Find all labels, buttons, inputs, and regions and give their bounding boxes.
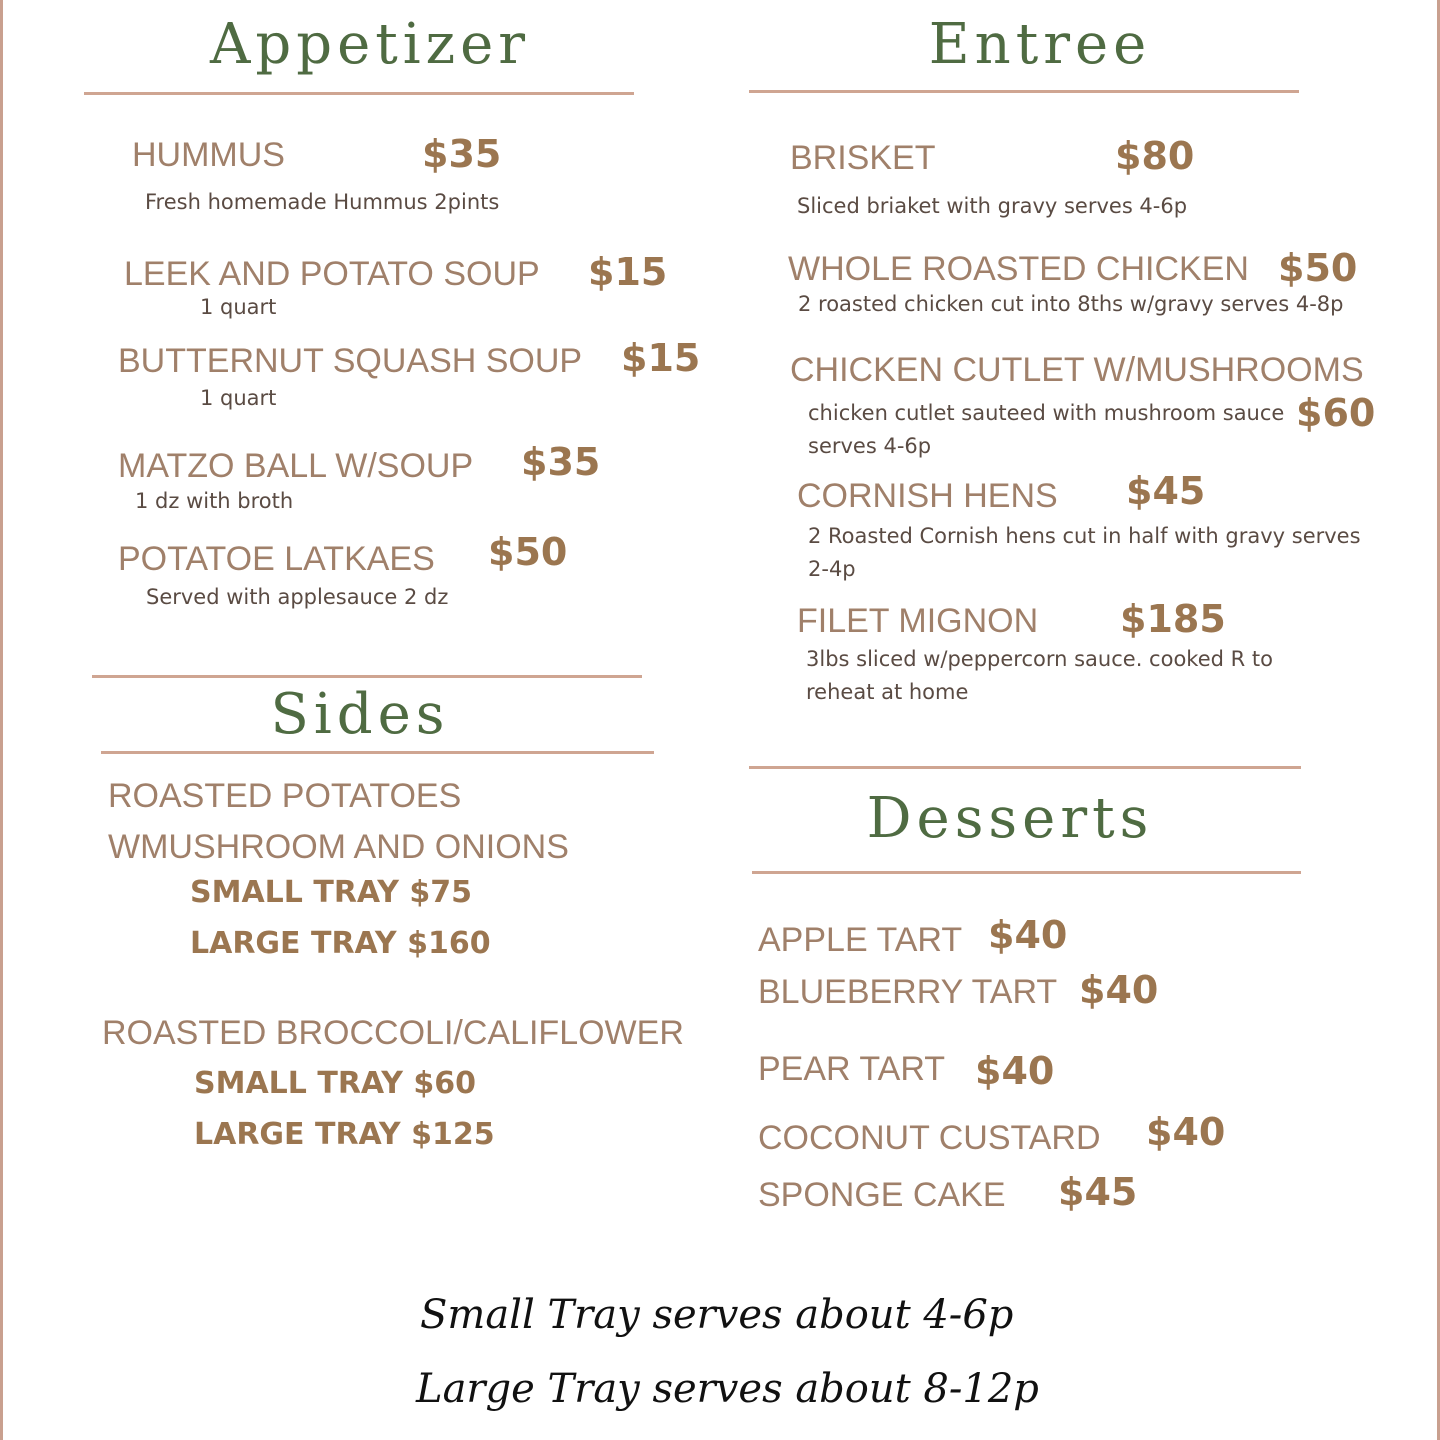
dessert-name-apple-tart: APPLE TART: [758, 921, 963, 959]
dessert-price-coconut-custard: $40: [1146, 1110, 1226, 1154]
item-desc-hummus: Fresh homemade Hummus 2pints: [145, 190, 500, 214]
desserts-bottom-rule: [752, 871, 1301, 874]
dessert-price-blueberry-tart: $40: [1079, 968, 1159, 1012]
side-name-roasted-potatoes-line2: WMUSHROOM AND ONIONS: [108, 828, 569, 866]
item-name-brisket: BRISKET: [790, 139, 936, 177]
item-name-hummus: HUMMUS: [132, 136, 285, 174]
appetizer-heading-rule: [84, 92, 634, 95]
item-price-matzo-ball-soup: $35: [521, 440, 601, 484]
entree-heading-rule: [749, 90, 1299, 93]
entree-heading: Entree: [928, 12, 1152, 77]
side-small-tray-potatoes: SMALL TRAY $75: [190, 875, 473, 910]
item-name-filet-mignon: FILET MIGNON: [797, 602, 1039, 640]
item-desc-cornish-hens-line1: 2 Roasted Cornish hens cut in half with gravy serves: [808, 524, 1361, 548]
desserts-top-rule: [749, 766, 1301, 769]
item-price-whole-roasted-chicken: $50: [1278, 246, 1358, 290]
item-desc-cornish-hens-line2: 2-4p: [808, 557, 856, 581]
dessert-price-apple-tart: $40: [988, 913, 1068, 957]
item-name-matzo-ball-soup: MATZO BALL W/SOUP: [118, 447, 474, 485]
item-price-filet-mignon: $185: [1120, 597, 1226, 641]
item-price-cornish-hens: $45: [1126, 469, 1206, 513]
item-desc-matzo-ball-soup: 1 dz with broth: [135, 489, 294, 513]
item-name-butternut-squash-soup: BUTTERNUT SQUASH SOUP: [118, 342, 583, 380]
item-desc-chicken-cutlet-line2: serves 4-6p: [808, 434, 932, 458]
item-name-cornish-hens: CORNISH HENS: [797, 477, 1058, 515]
item-name-leek-potato-soup: LEEK AND POTATO SOUP: [124, 255, 540, 293]
item-desc-chicken-cutlet-line1: chicken cutlet sauteed with mushroom sauce: [808, 401, 1285, 425]
dessert-name-sponge-cake: SPONGE CAKE: [758, 1176, 1006, 1214]
item-price-potato-latkes: $50: [488, 530, 568, 574]
item-name-whole-roasted-chicken: WHOLE ROASTED CHICKEN: [788, 250, 1249, 288]
item-price-hummus: $35: [422, 132, 502, 176]
item-desc-leek-potato-soup: 1 quart: [200, 295, 277, 319]
footer-small-tray-note: Small Tray serves about 4-6p: [420, 1292, 1014, 1338]
item-desc-filet-mignon-line2: reheat at home: [806, 680, 969, 704]
footer-large-tray-note: Large Tray serves about 8-12p: [416, 1366, 1039, 1412]
item-price-butternut-squash-soup: $15: [621, 336, 701, 380]
item-price-brisket: $80: [1115, 134, 1195, 178]
sides-bottom-rule: [101, 751, 654, 754]
item-name-chicken-cutlet: CHICKEN CUTLET W/MUSHROOMS: [790, 351, 1364, 389]
item-price-chicken-cutlet: $60: [1296, 391, 1376, 435]
item-desc-potato-latkes: Served with applesauce 2 dz: [146, 585, 449, 609]
sides-heading: Sides: [270, 682, 450, 747]
item-desc-whole-roasted-chicken: 2 roasted chicken cut into 8ths w/gravy serves 4-8p: [798, 292, 1344, 316]
frame-border-left: [0, 0, 3, 1440]
dessert-name-coconut-custard: COCONUT CUSTARD: [758, 1119, 1101, 1157]
side-name-roasted-potatoes-line1: ROASTED POTATOES: [108, 777, 462, 815]
side-name-broccoli-cauliflower: ROASTED BROCCOLI/CALIFLOWER: [102, 1014, 684, 1052]
appetizer-heading: Appetizer: [209, 12, 531, 77]
dessert-name-pear-tart: PEAR TART: [758, 1050, 946, 1088]
item-desc-butternut-squash-soup: 1 quart: [200, 386, 277, 410]
sides-top-rule: [92, 675, 642, 678]
side-large-tray-broccoli: LARGE TRAY $125: [194, 1117, 495, 1152]
side-large-tray-potatoes: LARGE TRAY $160: [190, 926, 491, 961]
item-price-leek-potato-soup: $15: [588, 250, 668, 294]
side-small-tray-broccoli: SMALL TRAY $60: [194, 1066, 477, 1101]
item-name-potato-latkes: POTATOE LATKAES: [118, 540, 435, 578]
dessert-price-sponge-cake: $45: [1058, 1170, 1138, 1214]
item-desc-brisket: Sliced briaket with gravy serves 4-6p: [797, 194, 1188, 218]
dessert-name-blueberry-tart: BLUEBERRY TART: [758, 973, 1058, 1011]
dessert-price-pear-tart: $40: [975, 1049, 1055, 1093]
desserts-heading: Desserts: [866, 786, 1154, 851]
item-desc-filet-mignon-line1: 3lbs sliced w/peppercorn sauce. cooked R to: [806, 647, 1273, 671]
